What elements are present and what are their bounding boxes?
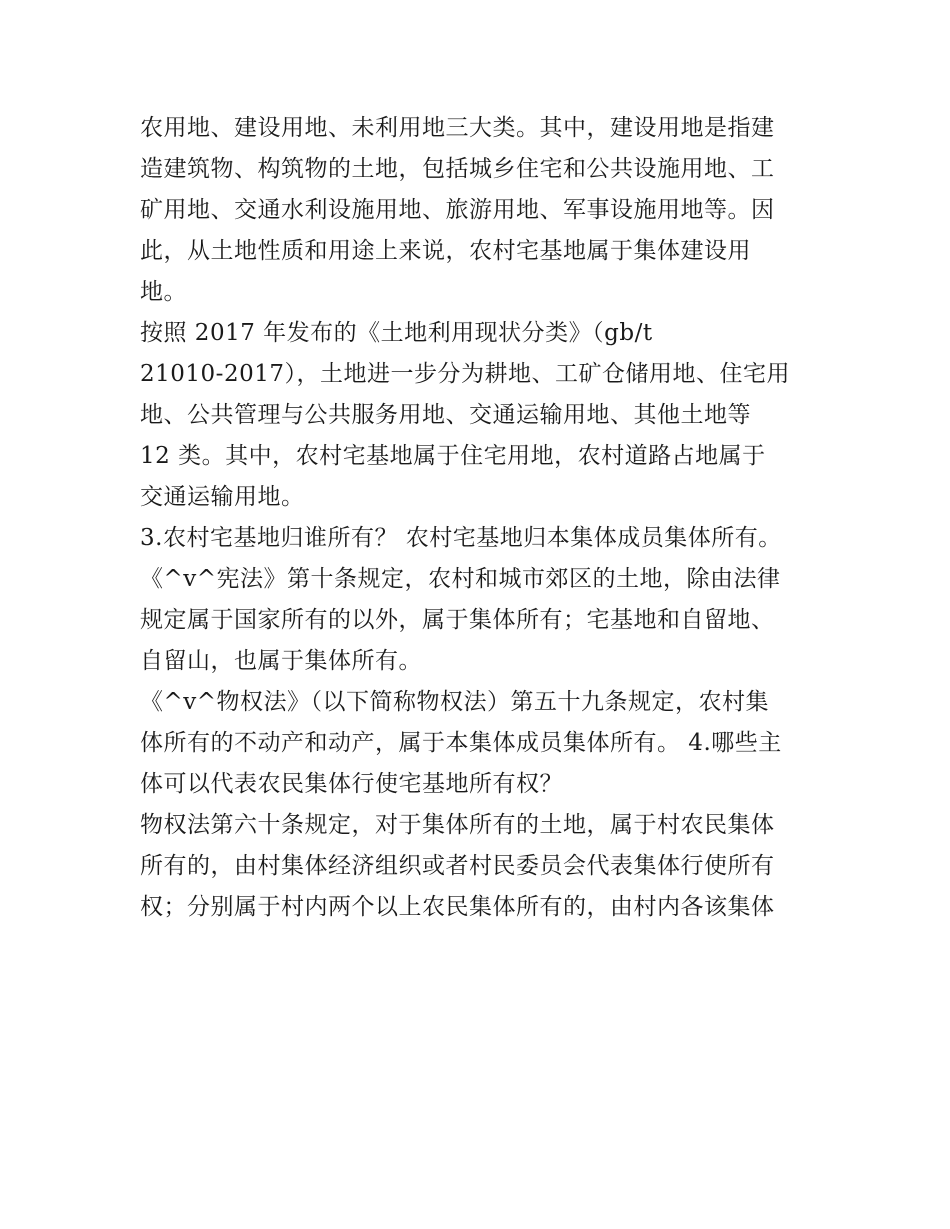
- body-text: [140, 108, 820, 928]
- text-line: 权；分别属于村内两个以上农民集体所有的，由村内各该集体: [140, 894, 775, 920]
- text-line: 农用地、建设用地、未利用地三大类。其中，建设用地是指建: [140, 115, 775, 141]
- text-line: 自留山，也属于集体所有。: [140, 648, 422, 674]
- text-line: 所有的，由村集体经济组织或者村民委员会代表集体行使所有: [140, 853, 775, 879]
- text-line: 《^v^物权法》（以下简称物权法）第五十九条规定，农村集: [140, 689, 770, 715]
- text-line: 造建筑物、构筑物的土地，包括城乡住宅和公共设施用地、工: [140, 156, 775, 182]
- text-line: 物权法第六十条规定，对于集体所有的土地，属于村农民集体: [140, 812, 775, 838]
- text-line: 地。: [140, 279, 187, 305]
- text-line: 3.农村宅基地归谁所有？ 农村宅基地归本集体成员集体所有。: [140, 525, 782, 551]
- text-line: 规定属于国家所有的以外，属于集体所有；宅基地和自留地、: [140, 607, 775, 633]
- text-line: 体可以代表农民集体行使宅基地所有权？: [140, 771, 563, 797]
- text-line: 按照 2017 年发布的《土地利用现状分类》（gb/t: [140, 320, 653, 346]
- text-line: 《^v^宪法》第十条规定，农村和城市郊区的土地，除由法律: [140, 566, 781, 592]
- text-line: 12 类。其中，农村宅基地属于住宅用地，农村道路占地属于: [140, 443, 766, 469]
- text-line: 地、公共管理与公共服务用地、交通运输用地、其他土地等: [140, 402, 751, 428]
- text-line: 矿用地、交通水利设施用地、旅游用地、军事设施用地等。因: [140, 197, 775, 223]
- text-line: 交通运输用地。: [140, 484, 305, 510]
- text-line: 21010-2017），土地进一步分为耕地、工矿仓储用地、住宅用: [140, 361, 790, 387]
- text-line: 体所有的不动产和动产，属于本集体成员集体所有。 4.哪些主: [140, 730, 782, 756]
- text-line: 此，从土地性质和用途上来说，农村宅基地属于集体建设用: [140, 238, 751, 264]
